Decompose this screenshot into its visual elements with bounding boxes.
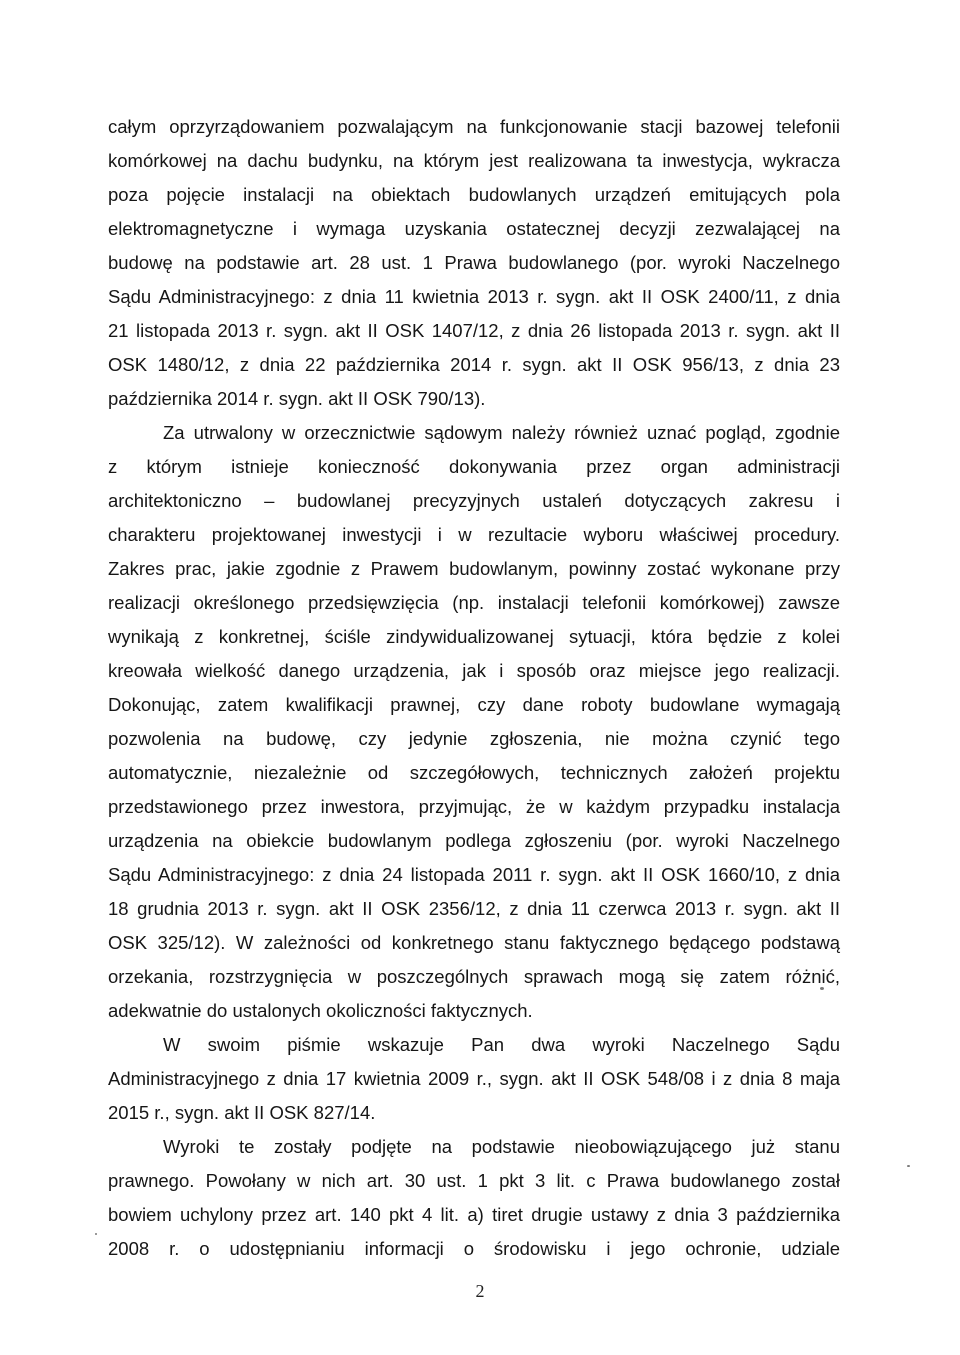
text-line: Za utrwalony w orzecznictwie sądowym należy również uznać pogląd, zgodnie (163, 422, 840, 443)
page-number: 2 (475, 1281, 485, 1301)
text-line: kreowała wielkość danego urządzenia, jak i sposób oraz miejsce jego realizacji. (108, 660, 840, 681)
text-line: architektoniczno – budowlanej precyzyjnych ustaleń dotyczących zakresu i (108, 490, 840, 511)
text-line: komórkowej na dachu budynku, na którym jest realizowana ta inwestycja, wykracza (108, 150, 840, 171)
text-line: całym oprzyrządowaniem pozwalającym na funkcjonowanie stacji bazowej telefonii (108, 116, 840, 137)
text-line: prawnego. Powołany w nich art. 30 ust. 1 pkt 3 lit. c Prawa budowlanego został (108, 1170, 840, 1191)
text-line: wynikają z konkretnej, ściśle zindywidualizowanej sytuacji, która będzie z kolei (108, 626, 840, 647)
text-line: października 2014 r. sygn. akt II OSK 790/13). (108, 388, 486, 409)
scan-speck (95, 1233, 97, 1235)
text-line: z którym istnieje konieczność dokonywania przez organ administracji (108, 456, 840, 477)
text-line: przedstawionego przez inwestora, przyjmując, że w każdym przypadku instalacja (108, 796, 840, 817)
text-line: charakteru projektowanej inwestycji i w rezultacie wyboru właściwej procedury. (108, 524, 840, 545)
text-line: 21 listopada 2013 r. sygn. akt II OSK 1407/12, z dnia 26 listopada 2013 r. sygn. akt II (108, 320, 840, 341)
text-line: Zakres prac, jakie zgodnie z Prawem budowlanym, powinny zostać wykonane przy (108, 558, 840, 579)
text-line: Dokonując, zatem kwalifikacji prawnej, czy dane roboty budowlane wymagają (108, 694, 840, 715)
scan-speck (907, 1165, 910, 1167)
text-line: 18 grudnia 2013 r. sygn. akt II OSK 2356/12, z dnia 11 czerwca 2013 r. sygn. akt II (108, 898, 840, 919)
text-line: OSK 1480/12, z dnia 22 października 2014 r. sygn. akt II OSK 956/13, z dnia 23 (108, 354, 840, 375)
text-line: poza pojęcie instalacji na obiektach budowlanych urządzeń emitujących pola (108, 184, 840, 205)
text-line: OSK 325/12). W zależności od konkretnego stanu faktycznego będącego podstawą (108, 932, 840, 953)
text-line: Sądu Administracyjnego: z dnia 11 kwietnia 2013 r. sygn. akt II OSK 2400/11, z dnia (108, 286, 840, 307)
text-line: automatycznie, niezależnie od szczegółowych, technicznych założeń projektu (108, 762, 840, 783)
text-line: orzekania, rozstrzygnięcia w poszczególnych sprawach mogą się zatem różnić, (108, 966, 840, 987)
text-line: realizacji określonego przedsięwzięcia (np. instalacji telefonii komórkowej) zawsze (108, 592, 840, 613)
text-line: Sądu Administracyjnego: z dnia 24 listopada 2011 r. sygn. akt II OSK 1660/10, z dnia (108, 864, 840, 885)
text-line: pozwolenia na budowę, czy jedynie zgłoszenia, nie można czynić tego (108, 728, 840, 749)
text-line: 2008 r. o udostępnianiu informacji o środowisku i jego ochronie, udziale (108, 1238, 840, 1259)
text-line: Wyroki te zostały podjęte na podstawie nieobowiązującego już stanu (163, 1136, 840, 1157)
text-line: elektromagnetyczne i wymaga uzyskania ostatecznej decyzji zezwalającej na (108, 218, 840, 239)
text-line: adekwatnie do ustalonych okoliczności faktycznych. (108, 1000, 533, 1021)
text-line: 2015 r., sygn. akt II OSK 827/14. (108, 1102, 376, 1123)
text-line: W swoim piśmie wskazuje Pan dwa wyroki Naczelnego Sądu (163, 1034, 840, 1055)
scan-speck (820, 987, 824, 990)
text-line: urządzenia na obiekcie budowlanym podlega zgłoszeniu (por. wyroki Naczelnego (108, 830, 840, 851)
text-line: Administracyjnego z dnia 17 kwietnia 2009 r., sygn. akt II OSK 548/08 i z dnia 8 maja (108, 1068, 840, 1089)
text-line: budowę na podstawie art. 28 ust. 1 Prawa budowlanego (por. wyroki Naczelnego (108, 252, 840, 273)
text-line: bowiem uchylony przez art. 140 pkt 4 lit. a) tiret drugie ustawy z dnia 3 października (108, 1204, 840, 1225)
